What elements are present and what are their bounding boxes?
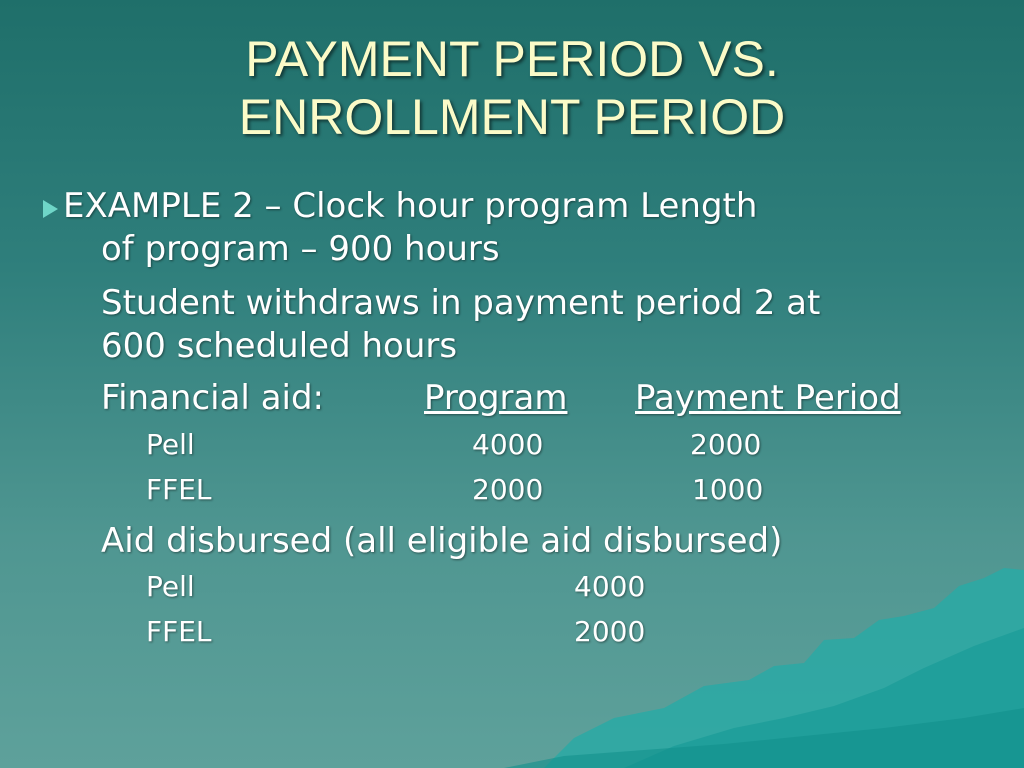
column-header-payment-period: Payment Period (635, 378, 901, 418)
example-line-2: of program – 900 hours (101, 229, 500, 269)
aid-row-name: Pell (146, 428, 195, 461)
column-header-program: Program (424, 378, 568, 418)
disbursed-row-name: FFEL (146, 615, 212, 648)
withdraw-line-1: Student withdraws in payment period 2 at (101, 283, 821, 323)
financial-aid-label: Financial aid: (101, 378, 325, 418)
example-line-1: EXAMPLE 2 – Clock hour program Length (63, 186, 758, 226)
disbursed-row-name: Pell (146, 570, 195, 603)
aid-row-payment-period: 1000 (692, 473, 764, 506)
aid-row-name: FFEL (146, 473, 212, 506)
aid-row-payment-period: 2000 (690, 428, 762, 461)
aid-row-program: 2000 (472, 473, 544, 506)
triangle-bullet-icon (43, 200, 58, 218)
withdraw-line-2: 600 scheduled hours (101, 326, 458, 366)
disbursed-row-amount: 4000 (574, 570, 646, 603)
slide-title-line-1: PAYMENT PERIOD VS. (245, 31, 779, 87)
aid-row-program: 4000 (472, 428, 544, 461)
slide-title-line-2: ENROLLMENT PERIOD (238, 89, 786, 145)
aid-disbursed-label: Aid disbursed (all eligible aid disbursed) (101, 521, 783, 561)
disbursed-row-amount: 2000 (574, 615, 646, 648)
